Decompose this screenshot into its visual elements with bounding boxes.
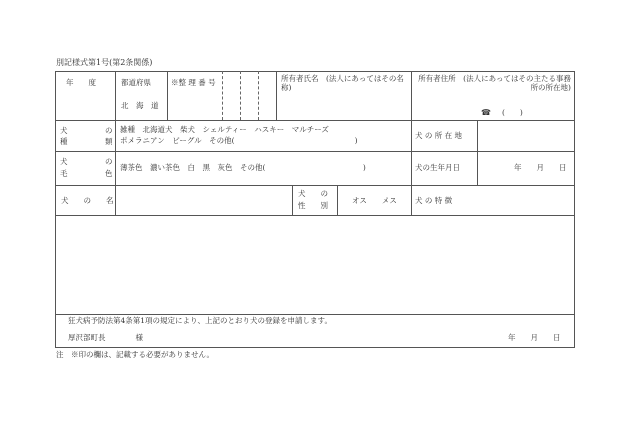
addressee: 厚沢部町長 様 <box>68 333 143 342</box>
breed-label-bottom: 種 類 <box>60 137 113 146</box>
dog-location-label: 犬 の 所 在 地 <box>415 131 463 140</box>
application-date: 年 月 日 <box>508 333 561 342</box>
coat-label-bottom: 毛 色 <box>60 169 113 178</box>
sex-label-top: 犬 の <box>298 189 328 198</box>
sex-options: オス メス <box>352 196 397 205</box>
prefecture-label: 都道府県 <box>121 78 151 87</box>
coat-label-top: 犬 の <box>60 157 113 166</box>
registration-number-label: ※整 理 番 号 <box>171 78 216 87</box>
owner-name-label: 所有者氏名 (法人にあってはその名称) <box>281 74 404 92</box>
birth-date-value: 年 月 日 <box>514 163 567 172</box>
prefecture-value: 北 海 道 <box>121 101 159 110</box>
breed-options-line1: 雑種 北海道犬 柴犬 シェルティー ハスキー マルチーズ <box>120 125 329 134</box>
dog-name-label: 犬 の 名 <box>61 196 114 205</box>
owner-address-label: 所有者住所 (法人にあってはその主たる事務所の所在地) <box>418 74 571 92</box>
breed-options-line2: ポメラニアン ビーグル その他( ) <box>120 136 358 145</box>
birth-date-label: 犬の生年月日 <box>415 163 460 172</box>
application-statement: 狂犬病予防法第4条第1項の規定により、上記のとおり犬の登録を申請します。 <box>68 316 332 325</box>
breed-label-top: 犬 の <box>60 126 113 135</box>
form-title: 別記様式第1号(第2条関係) <box>56 58 153 67</box>
phone-parens: ( ) <box>502 108 523 117</box>
coat-options: 薄茶色 濃い茶色 白 黒 灰色 その他( ) <box>120 163 366 172</box>
sex-label-bottom: 性 別 <box>298 201 328 210</box>
year-label: 年 度 <box>66 78 96 87</box>
footnote: 注 ※印の欄は、記載する必要がありません。 <box>56 350 214 359</box>
dog-features-label: 犬 の 特 徴 <box>415 196 453 205</box>
phone-icon: ☎ <box>481 108 491 117</box>
